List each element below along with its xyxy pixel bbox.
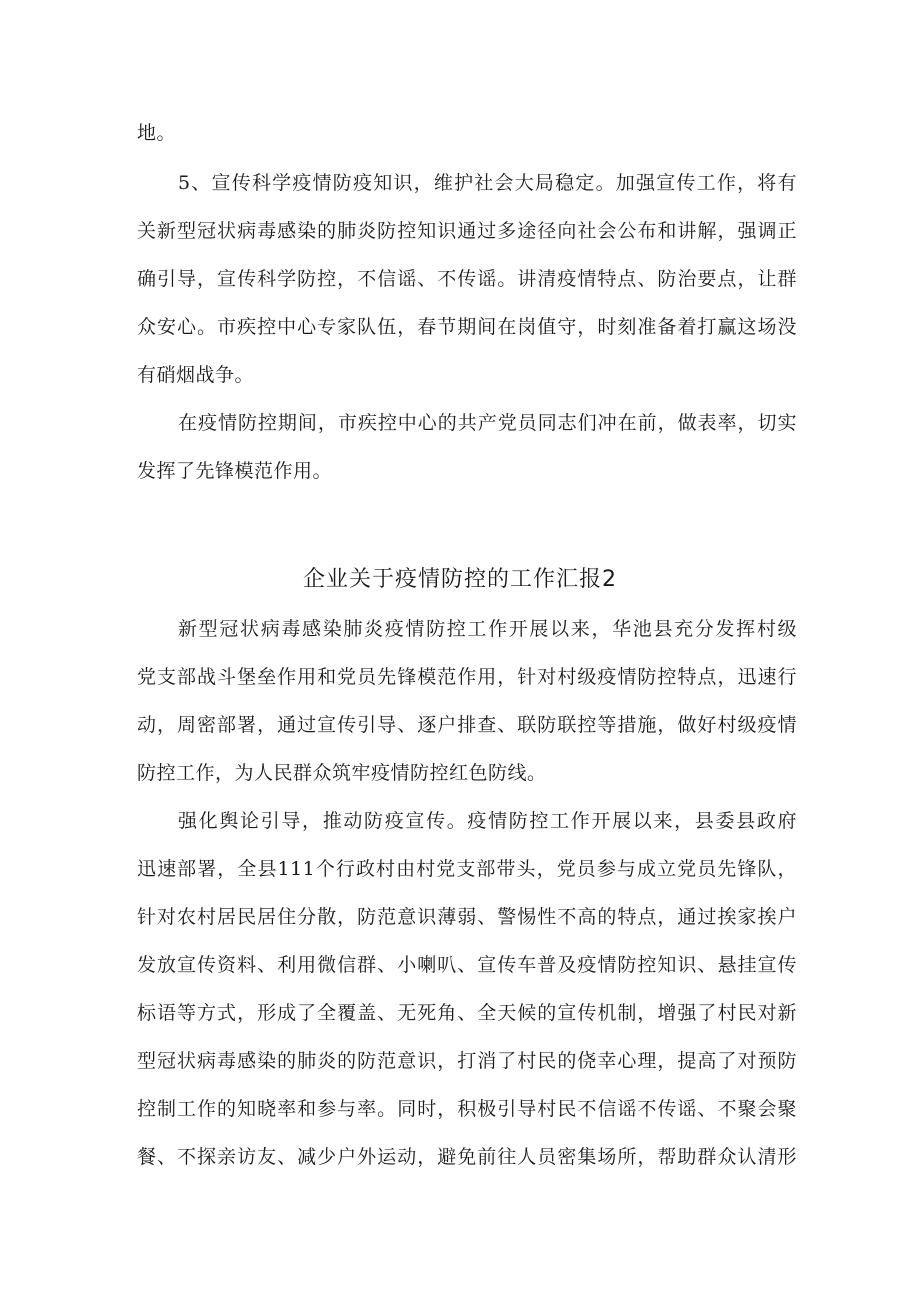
body-line-4: 发放宣传资料、利用微信群、小喇叭、宣传车普及疫情防控知识、悬挂宣传 <box>137 954 797 976</box>
body-line-7: 控制工作的知晓率和参与率。同时，积极引导村民不信谣不传谣、不聚会聚 <box>137 1098 797 1120</box>
intro-line-3: 动，周密部署，通过宣传引导、逐户排查、联防联控等措施，做好村级疫情 <box>137 714 797 736</box>
conclusion-line-1: 在疫情防控期间，市疾控中心的共产党员同志们冲在前，做表率，切实 <box>178 412 797 434</box>
body-line-1: 强化舆论引导，推动防疫宣传。疫情防控工作开展以来，县委县政府 <box>178 810 797 832</box>
item5-line-2: 关新型冠状病毒感染的肺炎防控知识通过多途径向社会公布和讲解，强调正 <box>137 220 797 242</box>
body-line-8: 餐、不探亲访友、减少户外运动，避免前往人员密集场所，帮助群众认清形 <box>137 1146 797 1168</box>
body-line-2: 迅速部署，全县111个行政村由村党支部带头，党员参与成立党员先锋队， <box>137 858 797 880</box>
body-line-3: 针对农村居民居住分散，防范意识薄弱、警惕性不高的特点，通过挨家挨户 <box>137 906 797 928</box>
item5-line-3: 确引导，宣传科学防控，不信谣、不传谣。讲清疫情特点、防治要点，让群 <box>137 268 797 290</box>
body-line-6: 型冠状病毒感染的肺炎的防范意识，打消了村民的侥幸心理，提高了对预防 <box>137 1050 797 1072</box>
body-line-5: 标语等方式，形成了全覆盖、无死角、全天候的宣传机制，增强了村民对新 <box>137 1002 797 1024</box>
intro-line-4: 防控工作，为人民群众筑牢疫情防控红色防线。 <box>137 762 547 784</box>
item5-line-4: 众安心。市疾控中心专家队伍，春节期间在岗值守，时刻准备着打赢这场没 <box>137 316 797 338</box>
item5-line-5: 有硝烟战争。 <box>137 364 255 386</box>
intro-line-2: 党支部战斗堡垒作用和党员先锋模范作用，针对村级疫情防控特点，迅速行 <box>137 666 797 688</box>
item5-line-1: 5、宣传科学疫情防疫知识，维护社会大局稳定。加强宣传工作，将有 <box>178 172 797 194</box>
section-title: 企业关于疫情防控的工作汇报2 <box>303 567 617 592</box>
intro-line-1: 新型冠状病毒感染肺炎疫情防控工作开展以来，华池县充分发挥村级 <box>178 618 797 640</box>
conclusion-line-2: 发挥了先锋模范作用。 <box>137 460 333 482</box>
paragraph-tail-line: 地。 <box>137 122 177 144</box>
